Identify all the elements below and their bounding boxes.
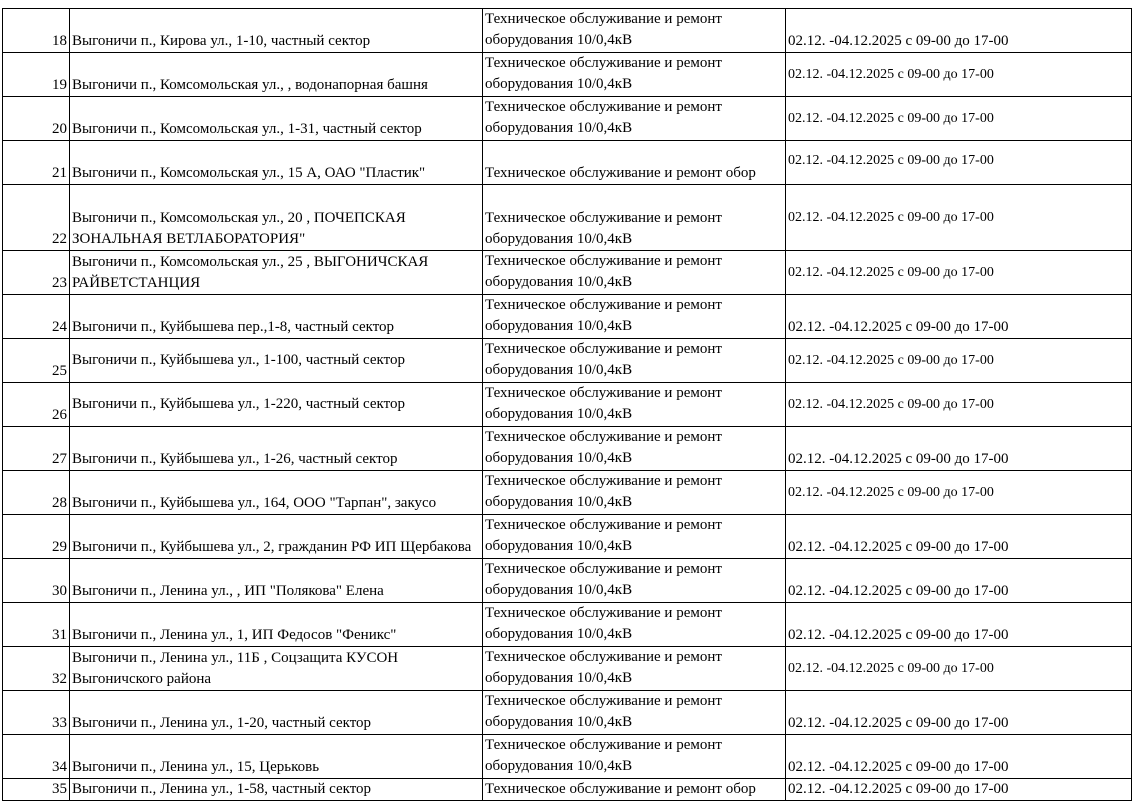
row-work: Техническое обслуживание и ремонт оборудования 10/0,4кВ	[483, 339, 786, 383]
row-work: Техническое обслуживание и ремонт оборудования 10/0,4кВ	[483, 185, 786, 251]
row-number: 30	[3, 559, 70, 603]
row-work: Техническое обслуживание и ремонт оборудования 10/0,4кВ	[483, 97, 786, 141]
row-date: 02.12. -04.12.2025 с 09-00 до 17-00	[786, 141, 1132, 185]
row-date: 02.12. -04.12.2025 с 09-00 до 17-00	[786, 515, 1132, 559]
row-date: 02.12. -04.12.2025 с 09-00 до 17-00	[786, 251, 1132, 295]
row-work: Техническое обслуживание и ремонт обор	[483, 141, 786, 185]
row-date: 02.12. -04.12.2025 с 09-00 до 17-00	[786, 185, 1132, 251]
outage-schedule-table	[2, 8, 1132, 801]
row-work: Техническое обслуживание и ремонт обор	[483, 779, 786, 801]
table-row	[3, 515, 1132, 559]
row-number: 19	[3, 53, 70, 97]
table-row	[3, 251, 1132, 295]
row-address: Выгоничи п., Куйбышева ул., 1-100, частный сектор	[70, 339, 483, 383]
table-row	[3, 141, 1132, 185]
table-row	[3, 735, 1132, 779]
row-address: Выгоничи п., Ленина ул., , ИП "Полякова" Елена	[70, 559, 483, 603]
row-address: Выгоничи п., Комсомольская ул., 15 А, ОАО "Пластик"	[70, 141, 483, 185]
row-address: Выгоничи п., Куйбышева ул., 164, ООО "Тарпан", закусо	[70, 471, 483, 515]
table-row	[3, 97, 1132, 141]
row-date: 02.12. -04.12.2025 с 09-00 до 17-00	[786, 735, 1132, 779]
table-row	[3, 647, 1132, 691]
row-date: 02.12. -04.12.2025 с 09-00 до 17-00	[786, 471, 1132, 515]
row-date: 02.12. -04.12.2025 с 09-00 до 17-00	[786, 295, 1132, 339]
row-address: Выгоничи п., Куйбышева ул., 1-26, частный сектор	[70, 427, 483, 471]
row-date: 02.12. -04.12.2025 с 09-00 до 17-00	[786, 647, 1132, 691]
table-row	[3, 471, 1132, 515]
table-row	[3, 559, 1132, 603]
row-number: 27	[3, 427, 70, 471]
row-address: Выгоничи п., Комсомольская ул., 25 , ВЫГОНИЧСКАЯ РАЙВЕТСТАНЦИЯ	[70, 251, 483, 295]
row-date: 02.12. -04.12.2025 с 09-00 до 17-00	[786, 339, 1132, 383]
row-address: Выгоничи п., Куйбышева пер.,1-8, частный сектор	[70, 295, 483, 339]
row-address: Выгоничи п., Ленина ул., 1-58, частный сектор	[70, 779, 483, 801]
row-number: 29	[3, 515, 70, 559]
row-address: Выгоничи п., Ленина ул., 11Б , Соцзащита КУСОН Выгоничского района	[70, 647, 483, 691]
row-work: Техническое обслуживание и ремонт оборудования 10/0,4кВ	[483, 471, 786, 515]
row-date: 02.12. -04.12.2025 с 09-00 до 17-00	[786, 383, 1132, 427]
row-number: 18	[3, 9, 70, 53]
row-number: 26	[3, 383, 70, 427]
table-row	[3, 427, 1132, 471]
row-date: 02.12. -04.12.2025 с 09-00 до 17-00	[786, 9, 1132, 53]
row-work: Техническое обслуживание и ремонт оборудования 10/0,4кВ	[483, 251, 786, 295]
row-number: 22	[3, 185, 70, 251]
row-address: Выгоничи п., Ленина ул., 1-20, частный сектор	[70, 691, 483, 735]
table-row	[3, 383, 1132, 427]
table-row	[3, 295, 1132, 339]
row-address: Выгоничи п., Кирова ул., 1-10, частный сектор	[70, 9, 483, 53]
row-work: Техническое обслуживание и ремонт оборудования 10/0,4кВ	[483, 9, 786, 53]
row-work: Техническое обслуживание и ремонт оборудования 10/0,4кВ	[483, 735, 786, 779]
row-date: 02.12. -04.12.2025 с 09-00 до 17-00	[786, 691, 1132, 735]
row-number: 33	[3, 691, 70, 735]
table-row	[3, 603, 1132, 647]
row-work: Техническое обслуживание и ремонт оборудования 10/0,4кВ	[483, 691, 786, 735]
table-row	[3, 9, 1132, 53]
row-work: Техническое обслуживание и ремонт оборудования 10/0,4кВ	[483, 295, 786, 339]
row-date: 02.12. -04.12.2025 с 09-00 до 17-00	[786, 603, 1132, 647]
row-date: 02.12. -04.12.2025 с 09-00 до 17-00	[786, 559, 1132, 603]
row-address: Выгоничи п., Комсомольская ул., 1-31, частный сектор	[70, 97, 483, 141]
row-number: 34	[3, 735, 70, 779]
row-address: Выгоничи п., Комсомольская ул., , водонапорная башня	[70, 53, 483, 97]
row-work: Техническое обслуживание и ремонт оборудования 10/0,4кВ	[483, 515, 786, 559]
row-number: 20	[3, 97, 70, 141]
row-number: 23	[3, 251, 70, 295]
table-row	[3, 779, 1132, 801]
row-work: Техническое обслуживание и ремонт оборудования 10/0,4кВ	[483, 647, 786, 691]
row-number: 35	[3, 779, 70, 801]
row-work: Техническое обслуживание и ремонт оборудования 10/0,4кВ	[483, 383, 786, 427]
row-address: Выгоничи п., Ленина ул., 15, Церьковь	[70, 735, 483, 779]
row-number: 24	[3, 295, 70, 339]
table-row	[3, 53, 1132, 97]
row-work: Техническое обслуживание и ремонт оборудования 10/0,4кВ	[483, 53, 786, 97]
row-number: 28	[3, 471, 70, 515]
row-number: 25	[3, 339, 70, 383]
row-address: Выгоничи п., Куйбышева ул., 2, гражданин РФ ИП Щербакова	[70, 515, 483, 559]
row-number: 21	[3, 141, 70, 185]
row-number: 31	[3, 603, 70, 647]
row-address: Выгоничи п., Ленина ул., 1, ИП Федосов "Феникс"	[70, 603, 483, 647]
table-body	[3, 9, 1132, 801]
row-date: 02.12. -04.12.2025 с 09-00 до 17-00	[786, 53, 1132, 97]
row-date: 02.12. -04.12.2025 с 09-00 до 17-00	[786, 427, 1132, 471]
row-work: Техническое обслуживание и ремонт оборудования 10/0,4кВ	[483, 603, 786, 647]
row-address: Выгоничи п., Комсомольская ул., 20 , ПОЧЕПСКАЯ ЗОНАЛЬНАЯ ВЕТЛАБОРАТОРИЯ"	[70, 185, 483, 251]
row-date: 02.12. -04.12.2025 с 09-00 до 17-00	[786, 779, 1132, 801]
table-row	[3, 185, 1132, 251]
row-work: Техническое обслуживание и ремонт оборудования 10/0,4кВ	[483, 559, 786, 603]
row-date: 02.12. -04.12.2025 с 09-00 до 17-00	[786, 97, 1132, 141]
table-row	[3, 339, 1132, 383]
row-address: Выгоничи п., Куйбышева ул., 1-220, частный сектор	[70, 383, 483, 427]
row-work: Техническое обслуживание и ремонт оборудования 10/0,4кВ	[483, 427, 786, 471]
row-number: 32	[3, 647, 70, 691]
table-row	[3, 691, 1132, 735]
